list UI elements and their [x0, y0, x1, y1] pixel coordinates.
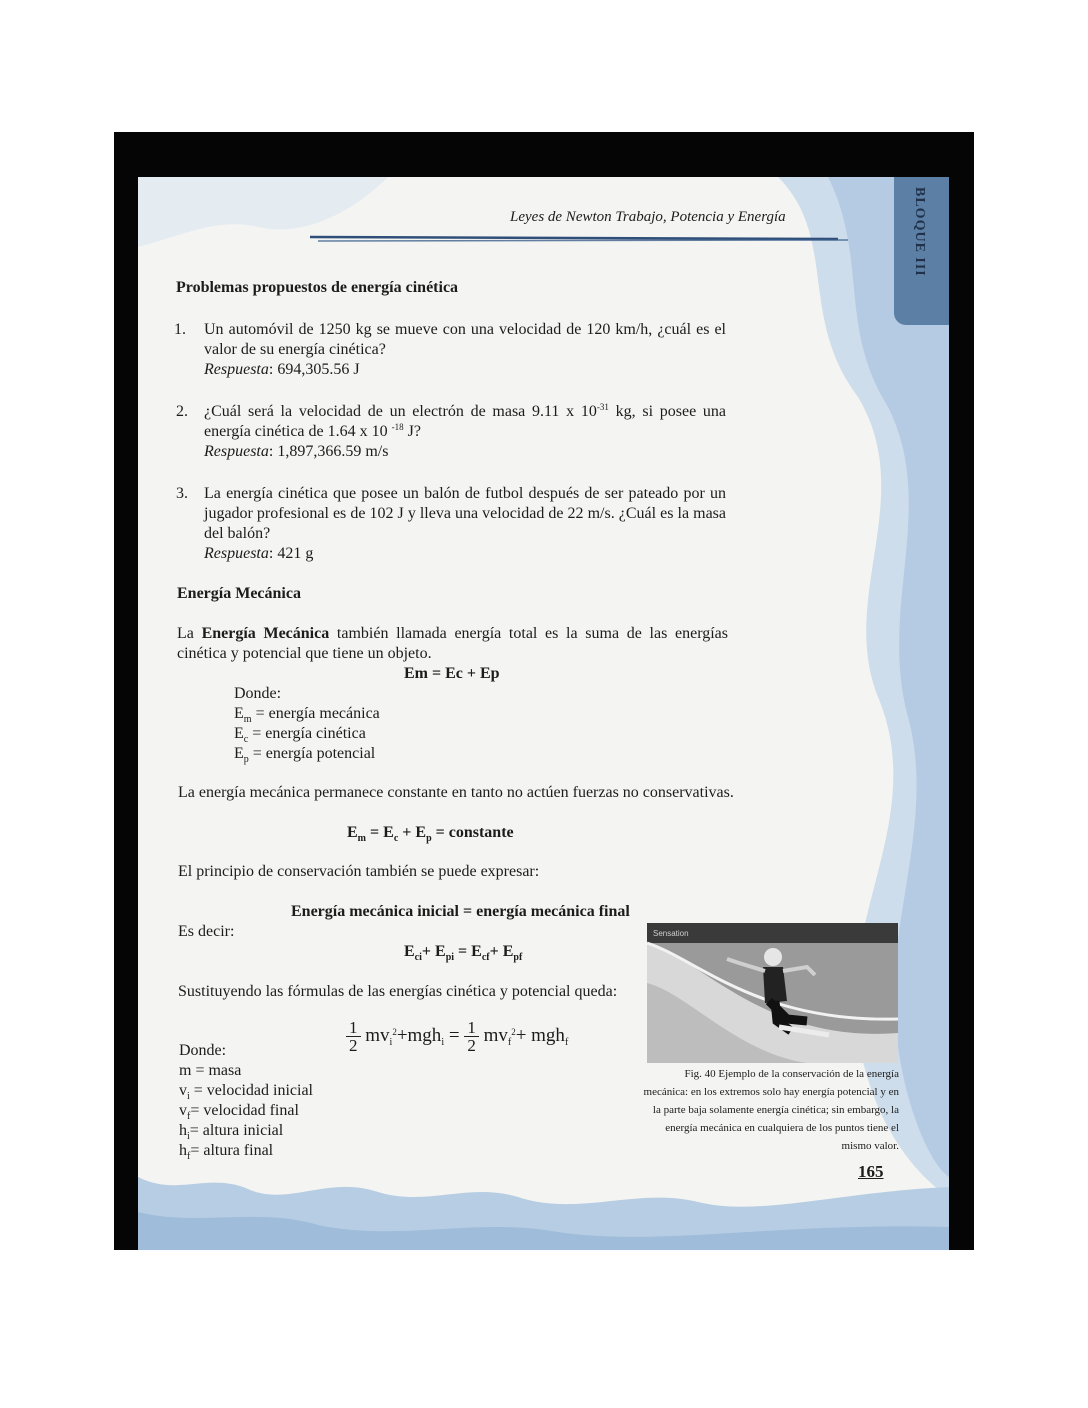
def-ep: $E_p$ = energía potencial [234, 745, 376, 765]
problem-3-answer: Respuesta: 421 g [204, 545, 314, 562]
problem-3-text: La energía cinética que posee un balón de futbol después de ser pateado por un jugador profesional es de 102 J y lleva una velocidad de 22 m/s. ¿Cuál es la masa del balón? [204, 485, 726, 542]
var-m: m = masa [179, 1062, 242, 1079]
answer-label: Respuesta [204, 545, 269, 562]
formula-conservation: $\frac{1}{2}$ $mv_i^2+mgh_i$ = $\frac{1}{2}$ $mv_f^2+ mgh_f$ [346, 1019, 568, 1054]
header-title: Leyes de Newton Trabajo, Potencia y Energía [510, 209, 786, 225]
section-title-mechanical: Energía Mecánica [177, 585, 301, 602]
answer-value: 421 g [277, 545, 314, 562]
banner-text: Sensation [653, 929, 689, 938]
var-hf: $h_f=$ altura final [179, 1142, 274, 1162]
bloque-tab [894, 177, 949, 325]
problem-2-answer: Respuesta: 1,897,366.59 m/s [204, 443, 389, 460]
problem-1-answer: Respuesta: 694,305.56 J [204, 361, 360, 378]
def-em: $E_m$ = energía mecánica [234, 705, 380, 725]
substituting-text: Sustituyendo las fórmulas de las energías cinética y potencial queda: [178, 983, 618, 1000]
answer-value: 694,305.56 J [277, 361, 360, 378]
page-number: 165 [858, 1162, 884, 1181]
answer-label: Respuesta [204, 443, 269, 460]
def-ec: $E_c$ = energía cinética [234, 725, 366, 745]
donde-label: Donde: [234, 685, 282, 702]
problem-1-number: 1. [174, 321, 186, 338]
formula-em: Em = Ec + Ep [404, 665, 500, 682]
mechanical-intro: La Energía Mecánica también llamada energía total es la suma de las energías cinética y potencial que tiene un objeto. [177, 625, 728, 662]
skater-illustration [647, 923, 898, 1063]
answer-value: 1,897,366.59 m/s [277, 443, 389, 460]
formula-energy-balance: $E_{ci}+ E_{pi} = E_{cf}+ E_{pf}$ [404, 943, 523, 963]
figure-caption: Fig. 40 Ejemplo de la conservación de la energía mecánica: en los extremos solo hay energía potencial y en la parte baja solamente energía cinética; sin embargo, la energía mecánica en cualquiera de los puntos tiene el mismo valor. [643, 1068, 899, 1152]
bloque-label: BLOQUE III [912, 187, 927, 277]
problem-1-text: Un automóvil de 1250 kg se mueve con una velocidad de 120 km/h, ¿cuál es el valor de su energía cinética? [204, 321, 726, 358]
problem-2-number: 2. [176, 403, 188, 420]
var-vf: $v_f=$ velocidad final [179, 1102, 299, 1122]
problem-3-number: 3. [176, 485, 188, 502]
var-vi: $v_i$ = velocidad inicial [179, 1082, 313, 1102]
es-decir-label: Es decir: [178, 923, 235, 940]
var-hi: $h_i=$ altura inicial [179, 1122, 284, 1142]
principle-text: El principio de conservación también se puede expresar: [178, 863, 540, 880]
section-title-kinetic: Problemas propuestos de energía cinética [176, 279, 459, 296]
donde-label-2: Donde: [179, 1042, 227, 1059]
formula-constant: $E_m = E_c + E_p$ = constante [347, 824, 514, 844]
book-page [138, 177, 949, 1250]
problem-2-text: ¿Cuál será la velocidad de un electrón de masa 9.11 x $10^{-31}$ kg, si posee una energía cinética de 1.64 x 10 $^{-18}$ J? [204, 402, 727, 440]
constant-text: La energía mecánica permanece constante en tanto no actúen fuerzas no conservativas. [178, 784, 734, 801]
answer-label: Respuesta [204, 361, 269, 378]
skateboard-photo [647, 923, 898, 1063]
principle-formula: Energía mecánica inicial = energía mecánica final [291, 903, 630, 920]
